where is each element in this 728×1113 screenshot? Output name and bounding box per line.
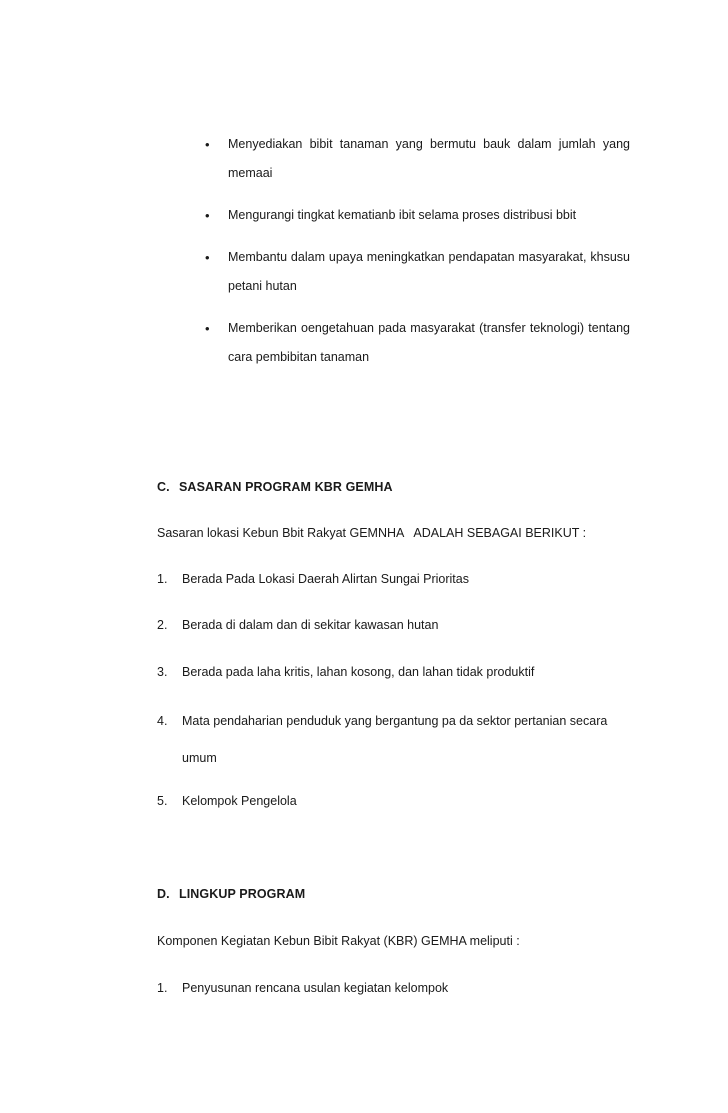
- list-text: Kelompok Pengelola: [182, 794, 297, 808]
- section-c-intro: Sasaran lokasi Kebun Bbit Rakyat GEMNHA ADALAH SEBAGAI BERIKUT :: [157, 526, 587, 540]
- section-d-letter: D.: [157, 887, 170, 901]
- section-c-list-item: [157, 609, 632, 641]
- objectives-bullet-list: [205, 130, 630, 385]
- list-number: 5.: [157, 794, 168, 808]
- bullet-dot-icon: •: [205, 208, 210, 223]
- list-number: 2.: [157, 618, 168, 632]
- bullet-item: [205, 243, 630, 301]
- section-d-title: LINGKUP PROGRAM: [179, 887, 306, 901]
- list-number: 1.: [157, 572, 168, 586]
- bullet-item: [205, 201, 630, 230]
- list-number: 1.: [157, 981, 168, 995]
- bullet-dot-icon: •: [205, 250, 210, 265]
- bullet-text: Membantu dalam upaya meningkatkan pendapatan masyarakat, khsusu petani hutan: [228, 250, 630, 293]
- section-c-title: SASARAN PROGRAM KBR GEMHA: [179, 480, 393, 494]
- section-c-list-item: [157, 785, 632, 817]
- bullet-item: [205, 314, 630, 372]
- section-d-intro: Komponen Kegiatan Kebun Bibit Rakyat (KBR) GEMHA meliputi :: [157, 934, 520, 948]
- section-c-letter: C.: [157, 480, 170, 494]
- section-c-list-item: [157, 656, 632, 688]
- list-text: Mata pendaharian penduduk yang bergantung pa da sektor pertanian secara umum: [182, 714, 608, 765]
- section-d-list-item: [157, 972, 632, 1004]
- bullet-dot-icon: •: [205, 321, 210, 336]
- list-text: Penyusunan rencana usulan kegiatan kelompok: [182, 981, 449, 995]
- bullet-text: Mengurangi tingkat kematianb ibit selama proses distribusi bbit: [228, 208, 577, 222]
- list-number: 4.: [157, 714, 168, 728]
- section-c-list-item: [157, 563, 632, 595]
- list-text: Berada pada laha kritis, lahan kosong, dan lahan tidak produktif: [182, 665, 535, 679]
- section-d-heading: [157, 887, 305, 901]
- section-c-list-item: [157, 703, 632, 777]
- bullet-text: Memberikan oengetahuan pada masyarakat (transfer teknologi) tentang cara pembibitan tanaman: [228, 321, 630, 364]
- section-c-heading: [157, 480, 393, 494]
- list-text: Berada di dalam dan di sekitar kawasan hutan: [182, 618, 439, 632]
- bullet-text: Menyediakan bibit tanaman yang bermutu bauk dalam jumlah yang memaai: [228, 137, 630, 180]
- bullet-dot-icon: •: [205, 137, 210, 152]
- list-number: 3.: [157, 665, 168, 679]
- list-text: Berada Pada Lokasi Daerah Alirtan Sungai Prioritas: [182, 572, 469, 586]
- bullet-item: [205, 130, 630, 188]
